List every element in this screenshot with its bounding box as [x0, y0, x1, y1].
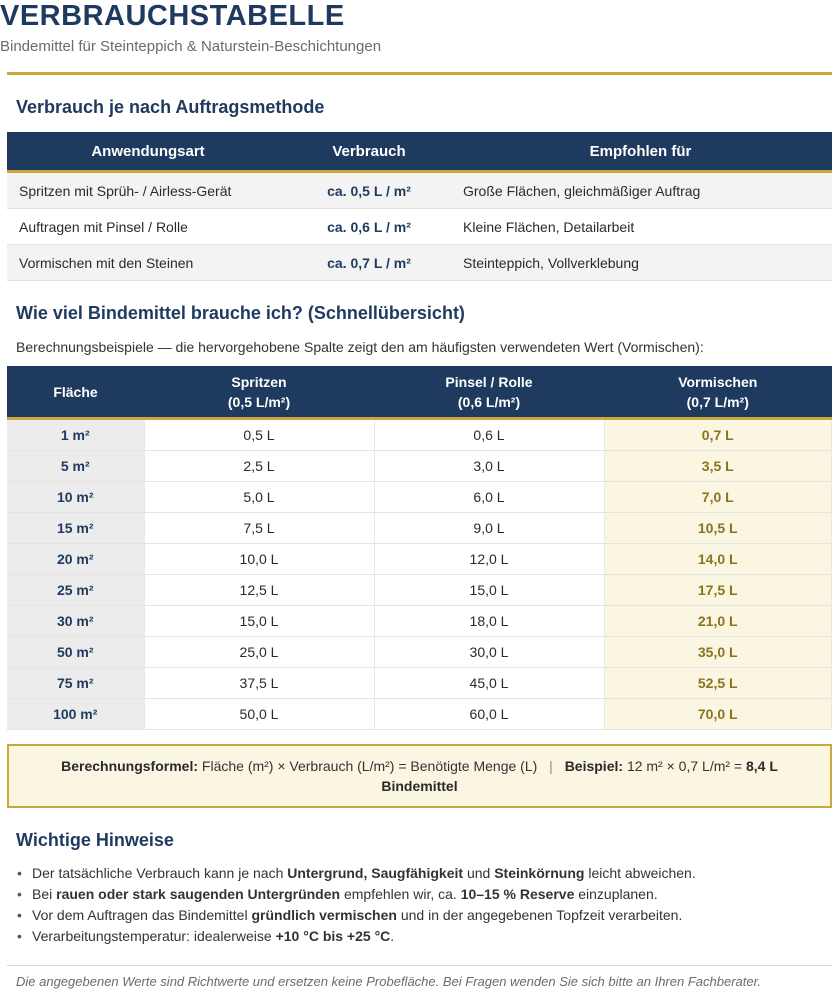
note-item: [16, 905, 826, 926]
note-text: .: [390, 928, 395, 944]
example-result: 8,4 L Bindemittel: [381, 758, 778, 794]
note-emphasis: Steinkörnung: [494, 865, 585, 881]
spray-cell: 25,0 L: [144, 637, 374, 668]
spray-cell: 15,0 L: [144, 606, 374, 637]
method-cell: Spritzen mit Sprüh- / Airless-Gerät: [7, 172, 289, 209]
mix-cell: 7,0 L: [604, 482, 832, 513]
method-cell: Auftragen mit Pinsel / Rolle: [7, 209, 289, 245]
quick-col-header: [604, 366, 832, 419]
footer-disclaimer: Die angegebenen Werte sind Richtwerte und ersetzen keine Probefläche. Bei Fragen wenden Sie sich bitte an Ihren Fachberater.: [16, 974, 762, 989]
mix-cell: 70,0 L: [604, 699, 832, 730]
methods-heading: Verbrauch je nach Auftragsmethode: [16, 97, 325, 117]
usage-cell: ca. 0,7 L / m²: [289, 245, 449, 281]
brush-cell: 6,0 L: [374, 482, 604, 513]
note-item: [16, 863, 826, 884]
brush-cell: 18,0 L: [374, 606, 604, 637]
spray-cell: 7,5 L: [144, 513, 374, 544]
quick-row: [7, 482, 832, 513]
quick-row: [7, 637, 832, 668]
notes-list: [16, 863, 826, 947]
methods-row: [7, 245, 832, 281]
spray-cell: 10,0 L: [144, 544, 374, 575]
spray-cell: 0,5 L: [144, 419, 374, 451]
quick-col-rate: (0,5 L/m²): [227, 393, 291, 410]
spray-cell: 2,5 L: [144, 451, 374, 482]
page-subtitle: Bindemittel für Steinteppich & Naturstein-Beschichtungen: [0, 38, 382, 55]
quick-col-label: Vormischen: [678, 373, 758, 390]
methods-col-header: Empfohlen für: [449, 132, 832, 172]
formula-box: [7, 744, 832, 808]
brush-cell: 0,6 L: [374, 419, 604, 451]
note-text: und in der angegebenen Topfzeit verarbeiten.: [396, 907, 683, 923]
quick-table: [7, 366, 832, 730]
title-divider: [7, 72, 832, 75]
recommended-cell: Steinteppich, Vollverklebung: [449, 245, 832, 281]
formula-text: Fläche (m²) × Verbrauch (L/m²) = Benötigte Menge (L): [201, 758, 538, 774]
area-cell: 20 m²: [7, 544, 144, 575]
formula-label: Berechnungsformel:: [61, 758, 199, 774]
note-text: Verarbeitungstemperatur: idealerweise: [32, 928, 276, 944]
quick-row: [7, 575, 832, 606]
note-text: empfehlen wir, ca.: [340, 886, 461, 902]
area-cell: 30 m²: [7, 606, 144, 637]
quick-col-rate: (0,7 L/m²): [686, 393, 749, 410]
quick-intro: Berechnungsbeispiele — die hervorgehobene Spalte zeigt den am häufigsten verwendeten Wert (Vormischen):: [16, 339, 704, 355]
methods-col-header: Verbrauch: [289, 132, 449, 172]
mix-cell: 3,5 L: [604, 451, 832, 482]
area-cell: 50 m²: [7, 637, 144, 668]
note-emphasis: Untergrund, Saugfähigkeit: [287, 865, 464, 881]
mix-cell: 10,5 L: [604, 513, 832, 544]
quick-row: [7, 419, 832, 451]
formula-separator: |: [549, 758, 553, 774]
spray-cell: 37,5 L: [144, 668, 374, 699]
brush-cell: 15,0 L: [374, 575, 604, 606]
methods-col-header: Anwendungsart: [7, 132, 289, 172]
recommended-cell: Große Flächen, gleichmäßiger Auftrag: [449, 172, 832, 209]
area-cell: 10 m²: [7, 482, 144, 513]
note-item: [16, 884, 826, 905]
brush-cell: 12,0 L: [374, 544, 604, 575]
note-emphasis: +10 °C bis +25 °C: [275, 928, 391, 944]
quick-col-header: [374, 366, 604, 419]
quick-col-label: Pinsel / Rolle: [445, 373, 533, 390]
area-cell: 5 m²: [7, 451, 144, 482]
mix-cell: 21,0 L: [604, 606, 832, 637]
usage-cell: ca. 0,5 L / m²: [289, 172, 449, 209]
methods-row: [7, 172, 832, 209]
quick-heading: Wie viel Bindemittel brauche ich? (Schnellübersicht): [16, 303, 465, 323]
mix-cell: 52,5 L: [604, 668, 832, 699]
quick-col-header: [7, 366, 144, 419]
methods-table: [7, 132, 832, 281]
mix-cell: 0,7 L: [604, 419, 832, 451]
area-cell: 1 m²: [7, 419, 144, 451]
brush-cell: 9,0 L: [374, 513, 604, 544]
quick-row: [7, 451, 832, 482]
note-text: Bei: [32, 886, 57, 902]
brush-cell: 60,0 L: [374, 699, 604, 730]
brush-cell: 45,0 L: [374, 668, 604, 699]
quick-col-label: Spritzen: [231, 373, 287, 390]
note-emphasis: rauen oder stark saugenden Untergründen: [56, 886, 341, 902]
usage-cell: ca. 0,6 L / m²: [289, 209, 449, 245]
spray-cell: 5,0 L: [144, 482, 374, 513]
brush-cell: 30,0 L: [374, 637, 604, 668]
quick-row: [7, 699, 832, 730]
quick-row: [7, 513, 832, 544]
note-text: Der tatsächliche Verbrauch kann je nach: [32, 865, 288, 881]
example-text: 12 m² × 0,7 L/m² =: [626, 758, 743, 774]
quick-row: [7, 668, 832, 699]
note-emphasis: 10–15 % Reserve: [460, 886, 575, 902]
mix-cell: 14,0 L: [604, 544, 832, 575]
note-text: Vor dem Auftragen das Bindemittel: [32, 907, 252, 923]
notes-heading: Wichtige Hinweise: [16, 830, 174, 850]
area-cell: 25 m²: [7, 575, 144, 606]
spray-cell: 50,0 L: [144, 699, 374, 730]
note-emphasis: gründlich vermischen: [251, 907, 397, 923]
quick-col-label: Fläche: [53, 383, 98, 400]
method-cell: Vormischen mit den Steinen: [7, 245, 289, 281]
note-text: und: [463, 865, 495, 881]
mix-cell: 17,5 L: [604, 575, 832, 606]
area-cell: 75 m²: [7, 668, 144, 699]
note-item: [16, 926, 826, 947]
note-text: leicht abweichen.: [584, 865, 696, 881]
note-text: einzuplanen.: [574, 886, 658, 902]
example-label: Beispiel:: [564, 758, 624, 774]
mix-cell: 35,0 L: [604, 637, 832, 668]
quick-col-rate: (0,6 L/m²): [457, 393, 521, 410]
area-cell: 15 m²: [7, 513, 144, 544]
spray-cell: 12,5 L: [144, 575, 374, 606]
quick-row: [7, 544, 832, 575]
brush-cell: 3,0 L: [374, 451, 604, 482]
recommended-cell: Kleine Flächen, Detailarbeit: [449, 209, 832, 245]
quick-col-header: [144, 366, 374, 419]
page-title: VERBRAUCHSTABELLE: [0, 0, 345, 32]
methods-row: [7, 209, 832, 245]
quick-row: [7, 606, 832, 637]
area-cell: 100 m²: [7, 699, 144, 730]
footer-divider: [7, 965, 832, 966]
